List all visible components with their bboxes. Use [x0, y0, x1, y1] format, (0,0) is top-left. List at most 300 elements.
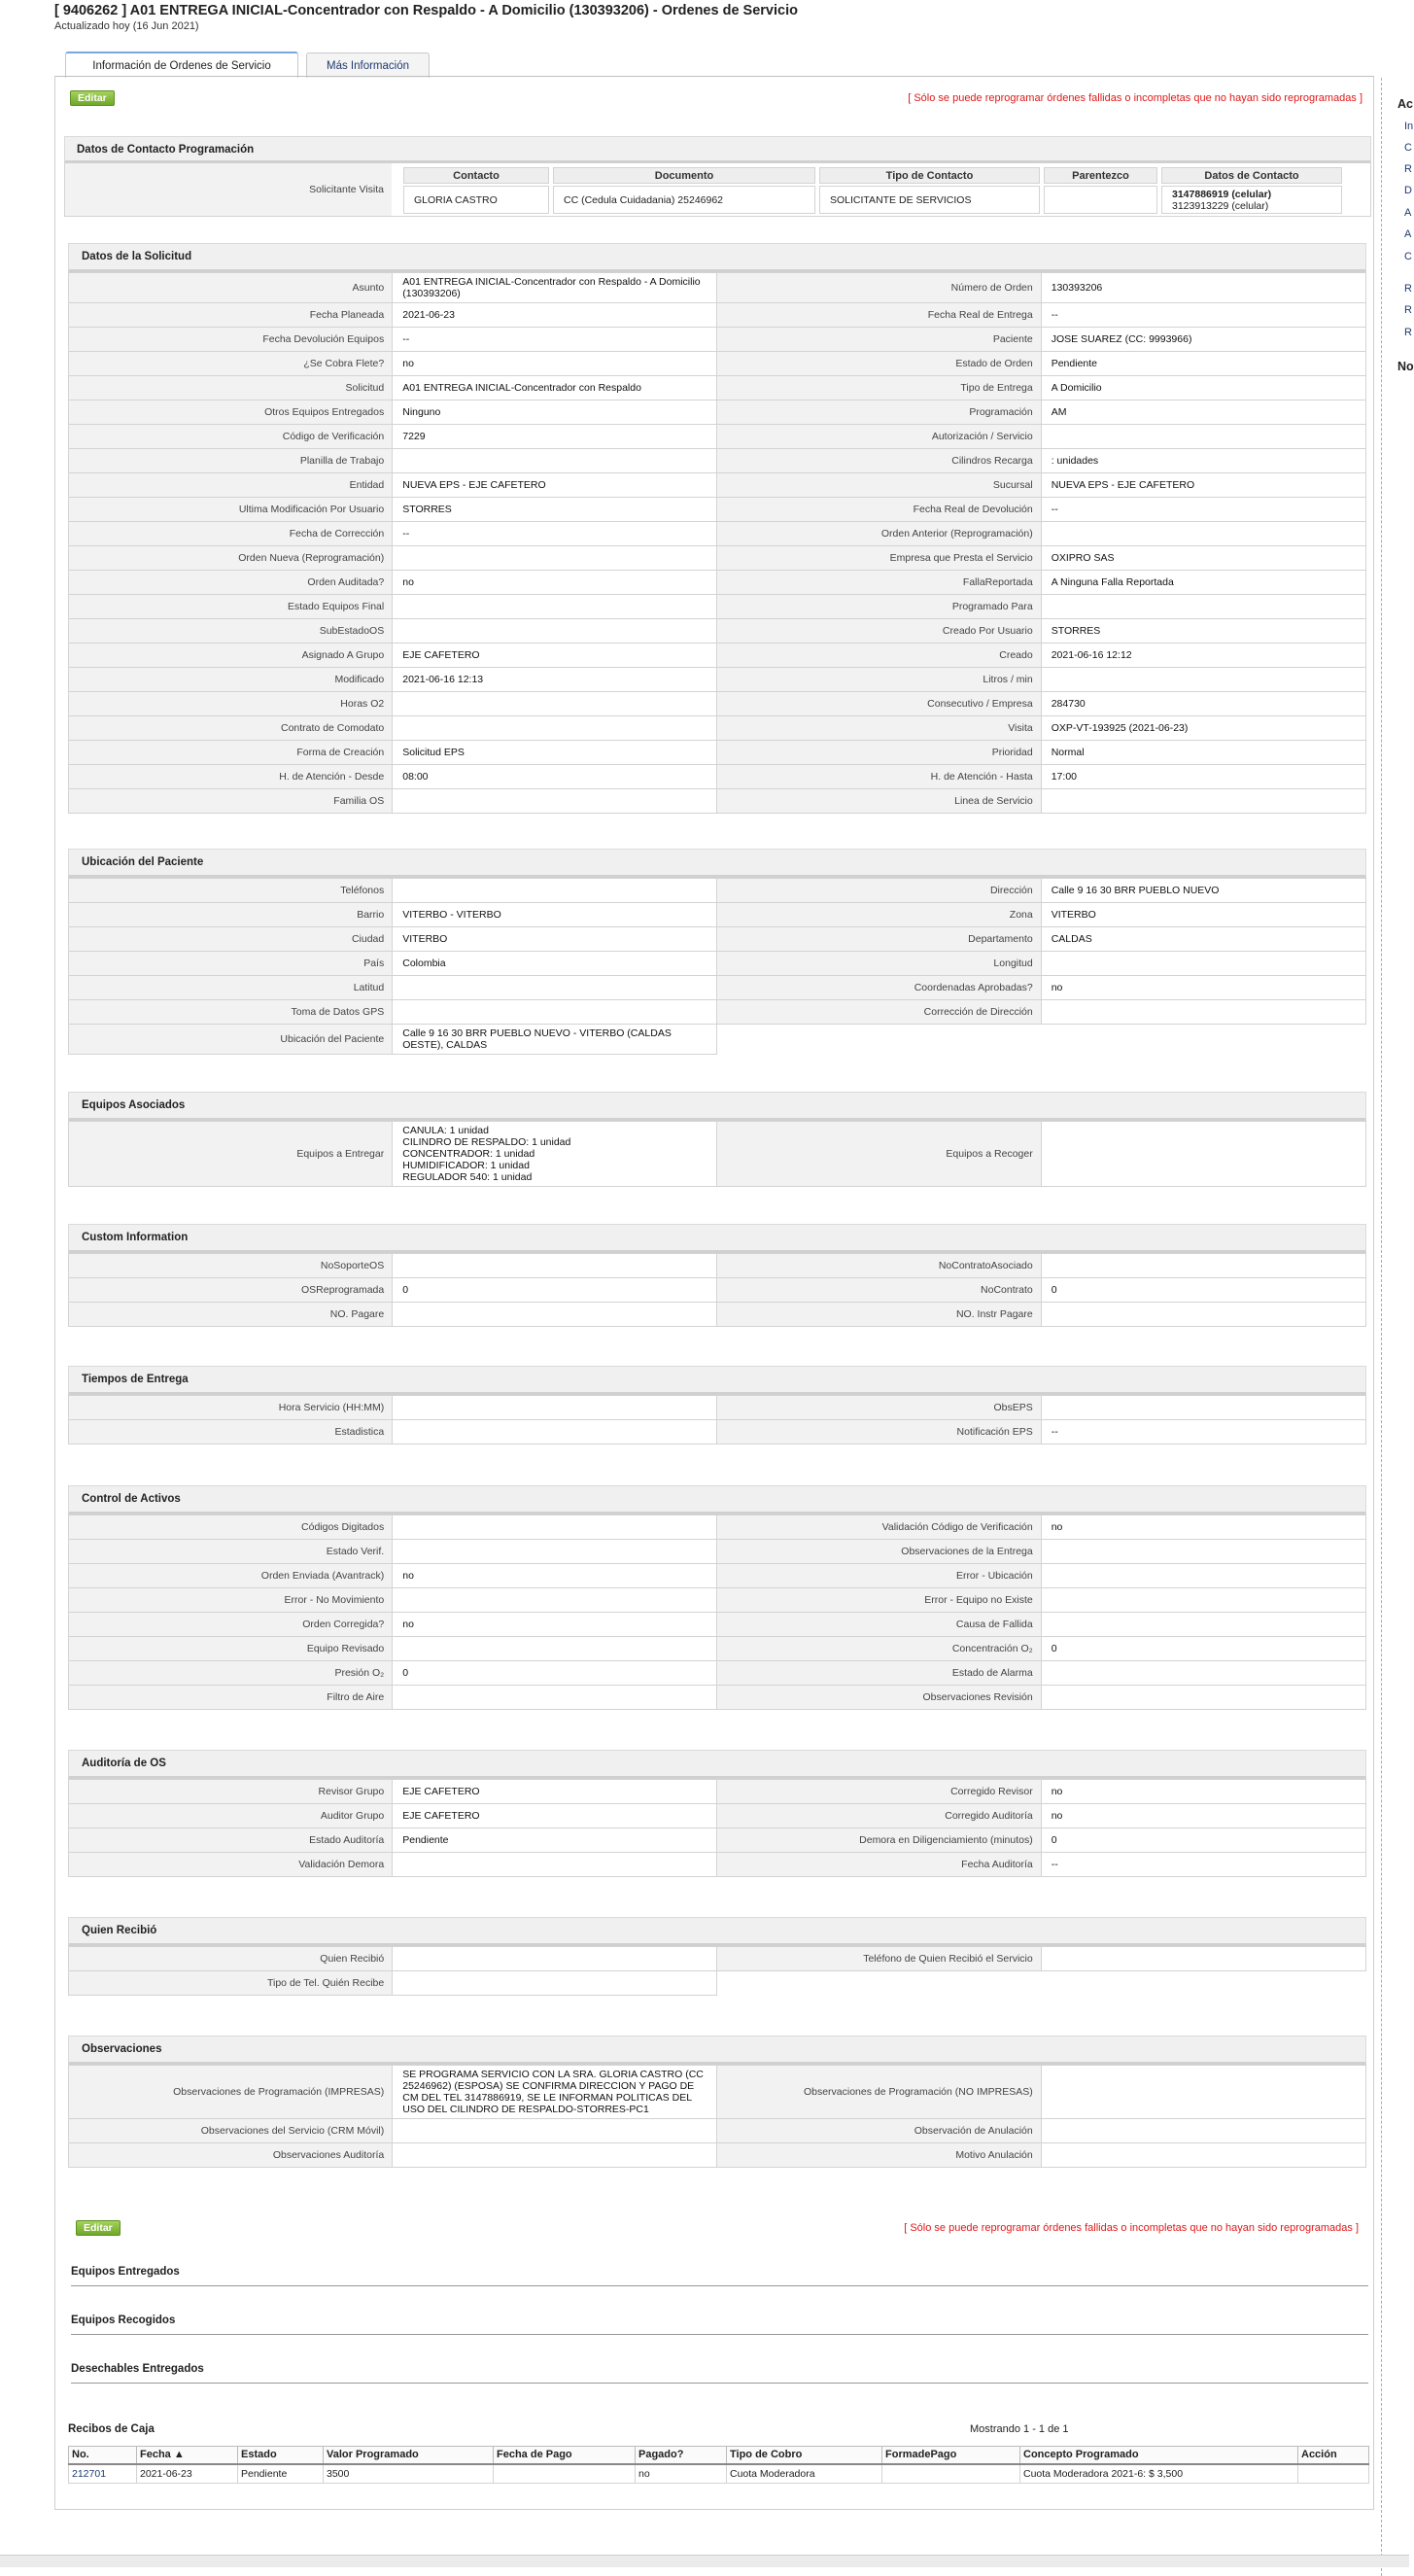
- contact-phone-1: 3147886919 (celular): [1172, 188, 1272, 200]
- field-value: [1041, 1254, 1365, 1278]
- field-label: ¿Se Cobra Flete?: [69, 352, 393, 376]
- field-label: Equipos a Entregar: [69, 1122, 393, 1187]
- empty-cell: [717, 1971, 1041, 1996]
- field-row: [69, 619, 1366, 644]
- field-label: Orden Auditada?: [69, 571, 393, 595]
- field-label: Corrección de Dirección: [717, 1000, 1041, 1025]
- field-row: [69, 595, 1366, 619]
- contact-table: [399, 165, 1346, 216]
- sidebar-link[interactable]: R: [1404, 327, 1412, 338]
- field-row: [69, 1254, 1366, 1278]
- section-observaciones: [68, 2036, 1366, 2168]
- field-value: CALDAS: [1041, 927, 1365, 952]
- field-row: [69, 1420, 1366, 1445]
- tab-mas-informacion[interactable]: Más Información: [306, 52, 430, 78]
- field-label: Notificación EPS: [717, 1420, 1041, 1445]
- field-label: Departamento: [717, 927, 1041, 952]
- sidebar-link[interactable]: A: [1404, 228, 1412, 240]
- field-row: [69, 692, 1366, 716]
- field-label: NoContrato: [717, 1278, 1041, 1303]
- field-label: Observaciones Auditoría: [69, 2143, 393, 2168]
- field-row: [69, 473, 1366, 498]
- field-value: 0: [393, 1661, 717, 1686]
- field-row: [69, 522, 1366, 546]
- page-header: [54, 2, 1370, 32]
- field-label: Autorización / Servicio: [717, 425, 1041, 449]
- receipts-count: Mostrando 1 - 1 de 1: [970, 2423, 1069, 2435]
- receipt-cell: Cuota Moderadora: [727, 2464, 882, 2484]
- field-label: Observación de Anulación: [717, 2119, 1041, 2143]
- field-label: Empresa que Presta el Servicio: [717, 546, 1041, 571]
- sidebar-link[interactable]: D: [1404, 185, 1412, 196]
- sidebar-link[interactable]: R: [1404, 283, 1412, 295]
- field-row: [69, 1686, 1366, 1710]
- receipts-col[interactable]: Acción: [1298, 2447, 1369, 2464]
- receipt-cell: Pendiente: [238, 2464, 324, 2484]
- sidebar-link[interactable]: R: [1404, 304, 1412, 316]
- field-row: [69, 789, 1366, 814]
- receipts-col[interactable]: No.: [69, 2447, 137, 2464]
- receipts-col[interactable]: Estado: [238, 2447, 324, 2464]
- section-title: Tiempos de Entrega: [68, 1366, 1366, 1395]
- field-label: OSReprogramada: [69, 1278, 393, 1303]
- field-value: [1041, 2066, 1365, 2119]
- field-row: [69, 1122, 1366, 1187]
- field-label: Hora Servicio (HH:MM): [69, 1396, 393, 1420]
- sidebar-link[interactable]: C: [1404, 142, 1412, 154]
- field-value: VITERBO: [1041, 903, 1365, 927]
- field-value: AM: [1041, 400, 1365, 425]
- field-label: Programado Para: [717, 595, 1041, 619]
- receipts-col[interactable]: Concepto Programado: [1020, 2447, 1298, 2464]
- section-title: Ubicación del Paciente: [68, 849, 1366, 878]
- field-value: 0: [1041, 1637, 1365, 1661]
- field-value: [1041, 668, 1365, 692]
- field-label: Horas O2: [69, 692, 393, 716]
- field-value: [1041, 1303, 1365, 1327]
- field-row: [69, 1303, 1366, 1327]
- field-label: NoContratoAsociado: [717, 1254, 1041, 1278]
- field-value[interactable]: OXP-VT-193925 (2021-06-23): [1041, 716, 1365, 741]
- field-row: [69, 1661, 1366, 1686]
- field-label: Otros Equipos Entregados: [69, 400, 393, 425]
- field-row: [69, 1853, 1366, 1877]
- field-value: no: [393, 571, 717, 595]
- section-title: Observaciones: [68, 2036, 1366, 2065]
- field-value: [1041, 425, 1365, 449]
- field-row: [69, 449, 1366, 473]
- section-title: Auditoría de OS: [68, 1750, 1366, 1779]
- section-title: Datos de la Solicitud: [68, 243, 1366, 272]
- field-row: [69, 425, 1366, 449]
- table-row: [69, 2464, 1369, 2484]
- receipt-cell: 2021-06-23: [137, 2464, 238, 2484]
- field-value: 08:00: [393, 765, 717, 789]
- field-label: Programación: [717, 400, 1041, 425]
- section-table: [68, 1514, 1366, 1710]
- field-label: Concentración O₂: [717, 1637, 1041, 1661]
- field-row: [69, 1515, 1366, 1540]
- field-label: Fecha Devolución Equipos: [69, 328, 393, 352]
- field-value: STORRES: [393, 498, 717, 522]
- field-row: [69, 1780, 1366, 1804]
- field-row: [69, 1637, 1366, 1661]
- field-label: Motivo Anulación: [717, 2143, 1041, 2168]
- field-value: [1041, 1588, 1365, 1613]
- field-row: [69, 1804, 1366, 1828]
- field-label: Número de Orden: [717, 273, 1041, 303]
- field-label: Estado de Orden: [717, 352, 1041, 376]
- field-label: Ubicación del Paciente: [69, 1025, 393, 1055]
- field-row: [69, 498, 1366, 522]
- field-value: [393, 1588, 717, 1613]
- field-label: Solicitud: [69, 376, 393, 400]
- field-value: [393, 879, 717, 903]
- field-label: H. de Atención - Desde: [69, 765, 393, 789]
- field-value: [1041, 1661, 1365, 1686]
- field-value: 0: [1041, 1828, 1365, 1853]
- receipts-col[interactable]: Tipo de Cobro: [727, 2447, 882, 2464]
- field-value: [393, 546, 717, 571]
- field-row: [69, 879, 1366, 903]
- field-value: [393, 2119, 717, 2143]
- field-value: no: [1041, 976, 1365, 1000]
- receipts-col[interactable]: Fecha ▲: [137, 2447, 238, 2464]
- section-quien-recibio: [68, 1917, 1366, 1996]
- contact-phones: [1161, 186, 1342, 214]
- field-value: CANULA: 1 unidad CILINDRO DE RESPALDO: 1 unidad CONCENTRADOR: 1 unidad HUMIDIFICADOR: 1 unidad REGULADOR 540: 1 unidad: [393, 1122, 717, 1187]
- field-label: Fecha Planeada: [69, 303, 393, 328]
- field-row: [69, 546, 1366, 571]
- field-label: Corregido Revisor: [717, 1780, 1041, 1804]
- field-label: Estado Auditoría: [69, 1828, 393, 1853]
- field-value: Normal: [1041, 741, 1365, 765]
- field-label: Auditor Grupo: [69, 1804, 393, 1828]
- field-value: STORRES: [1041, 619, 1365, 644]
- tab-bar: [65, 52, 437, 78]
- receipt-cell: [494, 2464, 636, 2484]
- field-value: --: [1041, 303, 1365, 328]
- field-label: Ciudad: [69, 927, 393, 952]
- field-label: Equipos a Recoger: [717, 1122, 1041, 1187]
- field-label: Modificado: [69, 668, 393, 692]
- section-control-activos: [68, 1485, 1366, 1710]
- desechables-entregados-header: Desechables Entregados: [71, 2362, 1368, 2384]
- section-equipos-asociados: [68, 1092, 1366, 1187]
- section-table: [68, 1253, 1366, 1327]
- field-row: [69, 273, 1366, 303]
- section-title: Datos de Contacto Programación: [64, 136, 1371, 163]
- field-label: Planilla de Trabajo: [69, 449, 393, 473]
- field-label: Sucursal: [717, 473, 1041, 498]
- field-label: Estado Equipos Final: [69, 595, 393, 619]
- field-row: [69, 1613, 1366, 1637]
- field-value: [393, 789, 717, 814]
- col-parentezco: Parentezco: [1044, 167, 1157, 184]
- contact-type: SOLICITANTE DE SERVICIOS: [819, 186, 1040, 214]
- field-label: Prioridad: [717, 741, 1041, 765]
- field-row: [69, 976, 1366, 1000]
- field-value: --: [393, 328, 717, 352]
- field-row: [69, 2119, 1366, 2143]
- page-title: [ 9406262 ] A01 ENTREGA INICIAL-Concentrador con Respaldo - A Domicilio (130393206) - Ordenes de Servicio: [54, 3, 798, 18]
- field-label: Observaciones de la Entrega: [717, 1540, 1041, 1564]
- section-datos-solicitud: [68, 243, 1366, 814]
- field-value: [1041, 2143, 1365, 2168]
- field-label: Creado: [717, 644, 1041, 668]
- field-label: Familia OS: [69, 789, 393, 814]
- field-value: [1041, 2119, 1365, 2143]
- window-bottom-bar: [0, 2555, 1409, 2567]
- section-title: Equipos Asociados: [68, 1092, 1366, 1121]
- field-label: Tipo de Tel. Quién Recibe: [69, 1971, 393, 1996]
- field-label: Error - Ubicación: [717, 1564, 1041, 1588]
- contact-relationship: [1044, 186, 1157, 214]
- empty-cell: [1041, 1971, 1365, 1996]
- field-label: Visita: [717, 716, 1041, 741]
- field-label: Corregido Auditoría: [717, 1804, 1041, 1828]
- contact-label: Solicitante Visita: [65, 163, 392, 216]
- sidebar-link[interactable]: C: [1404, 251, 1412, 262]
- edit-button-bottom[interactable]: Editar: [76, 2220, 121, 2236]
- field-value: --: [1041, 498, 1365, 522]
- sidebar-title-actions: Ac: [1397, 97, 1413, 111]
- field-row: [69, 328, 1366, 352]
- field-value: Solicitud EPS: [393, 741, 717, 765]
- field-label: Latitud: [69, 976, 393, 1000]
- field-label: Tipo de Entrega: [717, 376, 1041, 400]
- field-value: [1041, 1122, 1365, 1187]
- field-label: NoSoporteOS: [69, 1254, 393, 1278]
- receipt-cell: Cuota Moderadora 2021-6: $ 3,500: [1020, 2464, 1298, 2484]
- field-label: Códigos Digitados: [69, 1515, 393, 1540]
- field-label: Cilindros Recarga: [717, 449, 1041, 473]
- field-label: Teléfono de Quien Recibió el Servicio: [717, 1947, 1041, 1971]
- field-value: VITERBO - VITERBO: [393, 903, 717, 927]
- receipt-cell: 3500: [324, 2464, 494, 2484]
- field-value: [393, 1686, 717, 1710]
- field-row: [69, 644, 1366, 668]
- section-table: [68, 272, 1366, 814]
- field-row: [69, 1540, 1366, 1564]
- receipts-col[interactable]: Pagado?: [636, 2447, 727, 2464]
- field-value: [1041, 1947, 1365, 1971]
- section-title: Control de Activos: [68, 1485, 1366, 1514]
- field-row: [69, 1971, 1366, 1996]
- field-label: Zona: [717, 903, 1041, 927]
- field-value: 17:00: [1041, 765, 1365, 789]
- field-value: [393, 1853, 717, 1877]
- field-label: Orden Enviada (Avantrack): [69, 1564, 393, 1588]
- receipt-link[interactable]: 212701: [69, 2464, 137, 2484]
- field-row: [69, 2066, 1366, 2119]
- field-row: [69, 765, 1366, 789]
- receipts-col[interactable]: FormadePago: [882, 2447, 1020, 2464]
- field-label: Observaciones de Programación (IMPRESAS): [69, 2066, 393, 2119]
- field-value: [393, 449, 717, 473]
- field-value: [1041, 1686, 1365, 1710]
- warning-text-top: [ Sólo se puede reprogramar órdenes fallidas o incompletas que no hayan sido reprogramadas ]: [908, 92, 1362, 104]
- receipts-col[interactable]: Fecha de Pago: [494, 2447, 636, 2464]
- field-label: Demora en Diligenciamiento (minutos): [717, 1828, 1041, 1853]
- field-value: A01 ENTREGA INICIAL-Concentrador con Respaldo - A Domicilio (130393206): [393, 273, 717, 303]
- field-value: [1041, 1564, 1365, 1588]
- field-value: no: [393, 352, 717, 376]
- field-value: no: [393, 1564, 717, 1588]
- field-value: [393, 1000, 717, 1025]
- field-row: [69, 952, 1366, 976]
- receipts-col[interactable]: Valor Programado: [324, 2447, 494, 2464]
- field-value: [1041, 1000, 1365, 1025]
- field-value: EJE CAFETERO: [393, 1804, 717, 1828]
- field-value: --: [1041, 1420, 1365, 1445]
- section-table: [68, 1121, 1366, 1187]
- field-value: [393, 619, 717, 644]
- field-value: NUEVA EPS - EJE CAFETERO: [393, 473, 717, 498]
- field-label: Ultima Modificación Por Usuario: [69, 498, 393, 522]
- field-value: --: [393, 522, 717, 546]
- field-label: NO. Pagare: [69, 1303, 393, 1327]
- field-value: [393, 716, 717, 741]
- field-value: Colombia: [393, 952, 717, 976]
- field-row: [69, 400, 1366, 425]
- field-value[interactable]: OXIPRO SAS: [1041, 546, 1365, 571]
- field-value: [1041, 522, 1365, 546]
- contact-name: GLORIA CASTRO: [403, 186, 549, 214]
- tab-info-ordenes[interactable]: Información de Ordenes de Servicio: [65, 52, 298, 78]
- field-value: [393, 692, 717, 716]
- field-row: [69, 668, 1366, 692]
- field-label: Toma de Datos GPS: [69, 1000, 393, 1025]
- section-table: [68, 878, 1366, 1055]
- field-value: 2021-06-16 12:13: [393, 668, 717, 692]
- section-custom-information: [68, 1224, 1366, 1327]
- field-value: [393, 1515, 717, 1540]
- field-value: : unidades: [1041, 449, 1365, 473]
- field-label: Presión O₂: [69, 1661, 393, 1686]
- field-row: [69, 1278, 1366, 1303]
- field-value: NUEVA EPS - EJE CAFETERO: [1041, 473, 1365, 498]
- receipt-cell: [882, 2464, 1020, 2484]
- field-label: Observaciones Revisión: [717, 1686, 1041, 1710]
- field-row: [69, 927, 1366, 952]
- field-value: [393, 1420, 717, 1445]
- updated-text: Actualizado hoy (16 Jun 2021): [54, 20, 199, 32]
- field-value: [1041, 1396, 1365, 1420]
- edit-button-top[interactable]: Editar: [70, 90, 115, 106]
- field-label: Forma de Creación: [69, 741, 393, 765]
- field-label: Barrio: [69, 903, 393, 927]
- field-label: Asunto: [69, 273, 393, 303]
- section-auditoria-os: [68, 1750, 1366, 1877]
- field-label: Creado Por Usuario: [717, 619, 1041, 644]
- field-value: [393, 1254, 717, 1278]
- field-value: [393, 1947, 717, 1971]
- field-row: [69, 1947, 1366, 1971]
- field-label: Fecha Real de Entrega: [717, 303, 1041, 328]
- warning-text-bottom: [ Sólo se puede reprogramar órdenes fallidas o incompletas que no hayan sido reprogramadas ]: [904, 2222, 1359, 2234]
- field-value: A Ninguna Falla Reportada: [1041, 571, 1365, 595]
- field-value: no: [1041, 1804, 1365, 1828]
- field-label: Longitud: [717, 952, 1041, 976]
- field-value: no: [1041, 1780, 1365, 1804]
- field-label: Orden Nueva (Reprogramación): [69, 546, 393, 571]
- field-label: Quien Recibió: [69, 1947, 393, 1971]
- field-row: [69, 571, 1366, 595]
- section-table: [68, 1946, 1366, 1996]
- empty-cell: [717, 1025, 1041, 1055]
- field-value: [1041, 952, 1365, 976]
- field-label: Linea de Servicio: [717, 789, 1041, 814]
- section-table: [68, 1779, 1366, 1877]
- field-value: 7229: [393, 425, 717, 449]
- field-row: [69, 2143, 1366, 2168]
- field-label: FallaReportada: [717, 571, 1041, 595]
- field-value: no: [1041, 1515, 1365, 1540]
- field-label: Estado Verif.: [69, 1540, 393, 1564]
- field-row: [69, 1564, 1366, 1588]
- sidebar-link[interactable]: R: [1404, 163, 1412, 175]
- field-value: 284730: [1041, 692, 1365, 716]
- col-documento: Documento: [553, 167, 815, 184]
- field-row: [69, 903, 1366, 927]
- field-label: Estadistica: [69, 1420, 393, 1445]
- field-label: NO. Instr Pagare: [717, 1303, 1041, 1327]
- field-row: [69, 376, 1366, 400]
- field-label: Filtro de Aire: [69, 1686, 393, 1710]
- field-value[interactable]: JOSE SUAREZ (CC: 9993966): [1041, 328, 1365, 352]
- field-label: Fecha de Corrección: [69, 522, 393, 546]
- receipts-title: Recibos de Caja: [68, 2423, 155, 2435]
- field-label: País: [69, 952, 393, 976]
- section-table: [68, 2065, 1366, 2168]
- col-datos: Datos de Contacto: [1161, 167, 1342, 184]
- field-value: 2021-06-16 12:12: [1041, 644, 1365, 668]
- col-contacto: Contacto: [403, 167, 549, 184]
- field-row: [69, 1588, 1366, 1613]
- field-label: Observaciones del Servicio (CRM Móvil): [69, 2119, 393, 2143]
- field-value: Ninguno: [393, 400, 717, 425]
- field-row: [69, 1000, 1366, 1025]
- field-value: [1041, 789, 1365, 814]
- receipts-section: [68, 2423, 1368, 2484]
- empty-cell: [1041, 1025, 1365, 1055]
- field-value: 2021-06-23: [393, 303, 717, 328]
- field-value: Pendiente: [393, 1828, 717, 1853]
- field-label: Error - Equipo no Existe: [717, 1588, 1041, 1613]
- field-label: Revisor Grupo: [69, 1780, 393, 1804]
- contact-phone-2: 3123913229 (celular): [1172, 199, 1269, 212]
- field-label: Paciente: [717, 328, 1041, 352]
- sidebar-link[interactable]: In: [1404, 121, 1414, 132]
- col-tipo: Tipo de Contacto: [819, 167, 1040, 184]
- field-label: Teléfonos: [69, 879, 393, 903]
- field-label: Consecutivo / Empresa: [717, 692, 1041, 716]
- sidebar-link[interactable]: A: [1404, 207, 1412, 219]
- equipos-entregados-header: Equipos Entregados: [71, 2265, 1368, 2286]
- section-title: Quien Recibió: [68, 1917, 1366, 1946]
- field-label: ObsEPS: [717, 1396, 1041, 1420]
- field-value: 0: [393, 1278, 717, 1303]
- field-label: SubEstadoOS: [69, 619, 393, 644]
- field-value: [393, 1396, 717, 1420]
- field-label: Coordenadas Aprobadas?: [717, 976, 1041, 1000]
- equipos-recogidos-header: Equipos Recogidos: [71, 2314, 1368, 2335]
- contact-document: CC (Cedula Cuidadania) 25246962: [553, 186, 815, 214]
- field-value: EJE CAFETERO: [393, 644, 717, 668]
- field-label: Contrato de Comodato: [69, 716, 393, 741]
- field-row: [69, 716, 1366, 741]
